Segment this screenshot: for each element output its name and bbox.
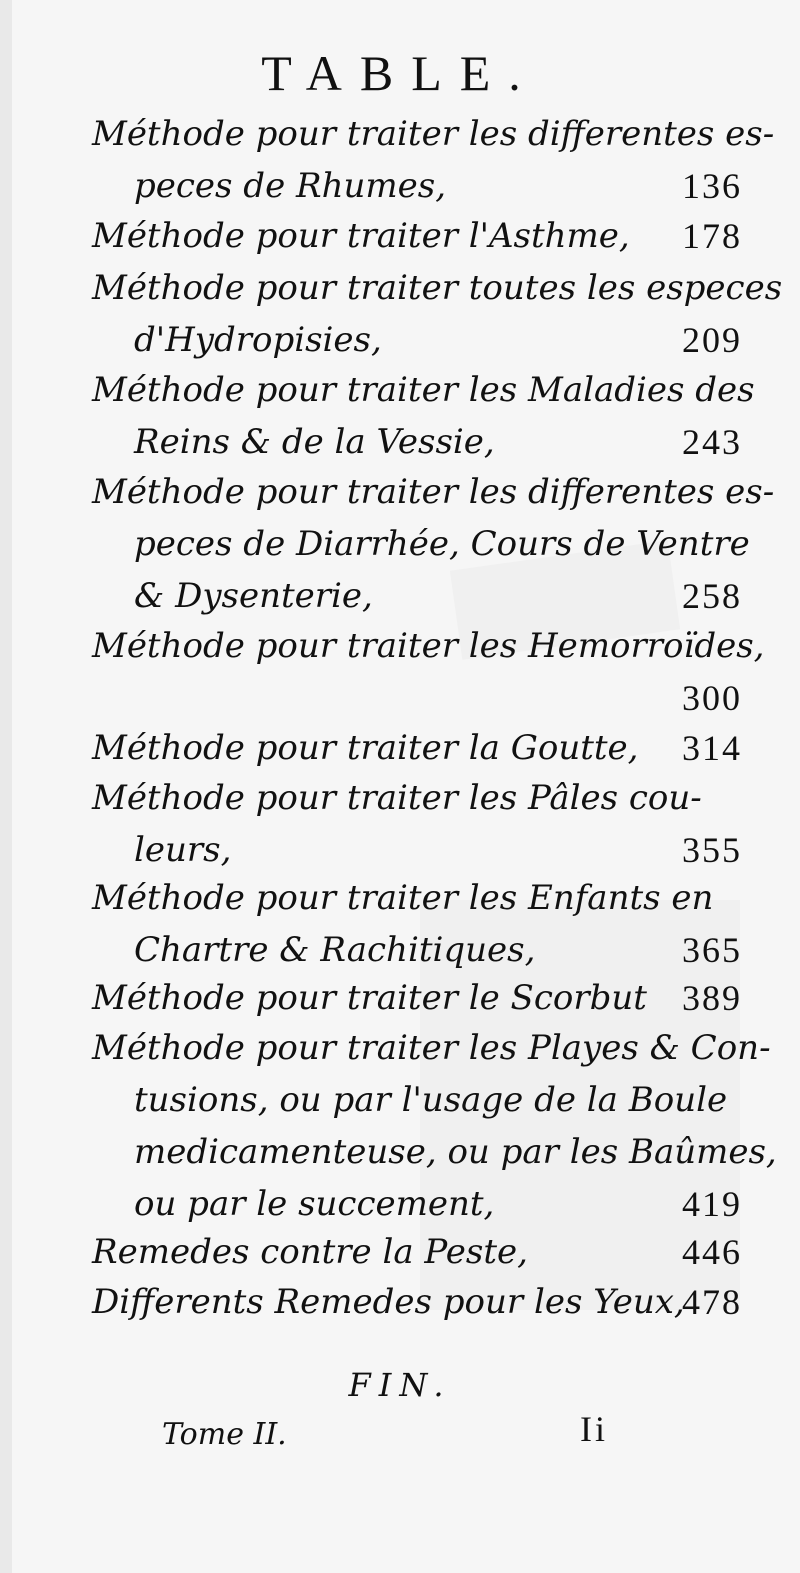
entry-line: Differents Remedes pour les Yeux,: [92, 1282, 685, 1322]
entry-line: peces de Rhumes,: [134, 166, 447, 206]
toc-entry-11: [92, 1022, 777, 1230]
entry-line: Méthode pour traiter l'Asthme,: [92, 216, 630, 256]
page-number: 478: [682, 1282, 742, 1322]
entry-line: Méthode pour traiter les Hemorroïdes,: [92, 626, 765, 666]
page-number: 258: [682, 576, 742, 616]
toc-entry-6: [92, 620, 765, 724]
entry-line: d'Hydropisies,: [134, 320, 382, 360]
entry-line: Remedes contre la Peste,: [92, 1232, 528, 1272]
page-number: 355: [682, 830, 742, 870]
toc-entry-8: [92, 772, 742, 876]
entry-line: Méthode pour traiter les differentes es-: [92, 472, 775, 512]
entry-line: Méthode pour traiter la Goutte,: [92, 728, 639, 768]
page-number: 389: [682, 978, 742, 1018]
page-number: 136: [682, 166, 742, 206]
page-number: 314: [682, 728, 742, 768]
entry-line: ou par le succement,: [134, 1184, 495, 1224]
entry-line: peces de Diarrhée, Cours de Ventre: [134, 524, 750, 564]
entry-line: Méthode pour traiter le Scorbut: [92, 978, 647, 1018]
entry-line: tusions, ou par l'usage de la Boule: [134, 1080, 728, 1120]
entry-line: Méthode pour traiter les differentes es-: [92, 114, 775, 154]
page-number: 209: [682, 320, 742, 360]
entry-line: Méthode pour traiter les Maladies des: [92, 370, 755, 410]
toc-entry-7: [92, 722, 742, 774]
fin-text: FIN.: [348, 1366, 452, 1404]
entry-line: Méthode pour traiter toutes les especes: [92, 268, 783, 308]
toc-entry-13: [92, 1276, 742, 1328]
toc-entry-9: [92, 872, 742, 976]
entry-line: Méthode pour traiter les Playes & Con-: [92, 1028, 771, 1068]
page-number: 178: [682, 216, 742, 256]
entry-line: medicamenteuse, ou par les Baûmes,: [134, 1132, 777, 1172]
page-number: 243: [682, 422, 742, 462]
toc-entry-10: [92, 972, 742, 1024]
entry-line: Reins & de la Vessie,: [134, 422, 495, 462]
entry-line: Chartre & Rachitiques,: [134, 930, 536, 970]
page-number: 365: [682, 930, 742, 970]
entry-line: & Dysenterie,: [134, 576, 373, 616]
entry-line: Méthode pour traiter les Pâles cou-: [92, 778, 702, 818]
toc-entry-5: [92, 466, 775, 622]
toc-entry-4: [92, 364, 755, 468]
page-number: 300: [682, 678, 742, 718]
toc-entry-3: [92, 262, 783, 366]
volume-label: Tome II.: [162, 1417, 287, 1452]
entry-line: leurs,: [134, 830, 232, 870]
entry-line: Méthode pour traiter les Enfants en: [92, 878, 714, 918]
toc-entry-1: [92, 108, 775, 212]
page-left-edge: [0, 0, 12, 1573]
page-number: 419: [682, 1184, 742, 1224]
page-title: TABLE.: [261, 45, 539, 101]
page-number: 446: [682, 1232, 742, 1272]
toc-entry-2: [92, 210, 742, 262]
printer-signature: Ii: [580, 1409, 608, 1449]
toc-entry-12: [92, 1226, 742, 1278]
